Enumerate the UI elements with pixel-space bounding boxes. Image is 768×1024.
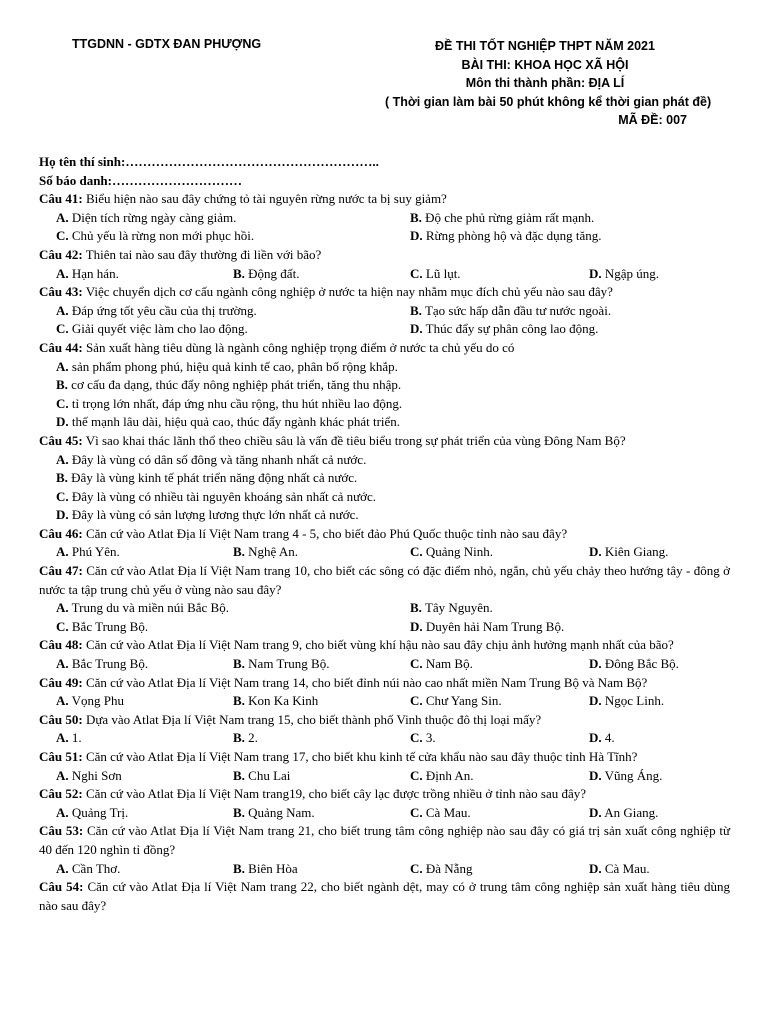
question-item — [39, 748, 730, 785]
school-name: TTGDNN - GDTX ĐAN PHƯỢNG — [72, 37, 262, 51]
option-letter: D. — [589, 656, 602, 672]
answer-option[interactable] — [233, 655, 329, 674]
question-item — [39, 562, 730, 636]
option-letter: D. — [410, 228, 423, 244]
exam-title: ĐỀ THI TỐT NGHIỆP THPT NĂM 2021 — [435, 39, 655, 53]
question-number: Câu 46: — [39, 525, 83, 541]
option-text: Bắc Trung Bộ. — [71, 618, 149, 634]
option-text: Định An. — [425, 767, 474, 783]
question-item — [39, 190, 730, 246]
option-letter: A. — [56, 451, 69, 467]
answer-option[interactable] — [410, 599, 493, 618]
option-letter: D. — [589, 804, 602, 820]
answer-option[interactable] — [233, 265, 299, 284]
option-letter: B. — [410, 600, 422, 616]
option-text: Nam Trung Bộ. — [248, 656, 330, 672]
option-text: Độ che phủ rừng giảm rất mạnh. — [425, 209, 595, 225]
option-text: Nghệ An. — [248, 544, 299, 560]
question-item — [39, 711, 730, 748]
option-text: Nam Bộ. — [425, 656, 473, 672]
exam-header — [385, 37, 712, 130]
option-letter: C. — [56, 321, 69, 337]
question-text: Dựa vào Atlat Địa lí Việt Nam trang 15, cho biết thành phố Vinh thuộc đô thị loại mấy? — [85, 711, 542, 727]
question-text: Căn cứ vào Atlat Địa lí Việt Nam trang19, cho biết cây lạc được trồng nhiều ở tỉnh nào sau đây? — [85, 786, 587, 802]
answer-option[interactable] — [56, 265, 119, 284]
question-item — [39, 822, 730, 878]
answer-option[interactable] — [410, 767, 474, 786]
answer-option[interactable] — [233, 767, 290, 786]
answer-option[interactable] — [56, 767, 122, 786]
options-row — [39, 618, 730, 637]
answer-option[interactable] — [56, 302, 257, 321]
option-letter: C. — [410, 730, 423, 746]
option-text: sản phẩm phong phú, hiệu quả kinh tế cao, phân bố rộng khắp. — [71, 358, 398, 374]
question-stem — [39, 636, 730, 655]
answer-option[interactable] — [233, 804, 315, 823]
answer-option[interactable] — [410, 729, 436, 748]
option-text: Chư Yang Sin. — [425, 693, 502, 709]
question-number: Câu 54: — [39, 879, 84, 895]
options-row — [39, 860, 730, 879]
option-letter: A. — [56, 804, 69, 820]
options-row — [39, 320, 730, 339]
question-text: Việc chuyển dịch cơ cấu ngành công nghiệp ở nước ta hiện nay nhằm mục đích chủ yếu nào sau đây? — [85, 284, 613, 300]
option-letter: B. — [233, 730, 245, 746]
option-letter: D. — [589, 767, 602, 783]
question-item — [39, 878, 730, 915]
question-stem — [39, 246, 730, 265]
option-text: Đáp ứng tốt yêu cầu của thị trường. — [71, 302, 257, 318]
option-text: Chủ yếu là rừng non mới phục hồi. — [71, 228, 255, 244]
student-id-dots: ………………………… — [111, 172, 242, 188]
question-list — [39, 190, 730, 915]
options-row — [39, 599, 730, 618]
answer-option[interactable] — [410, 227, 602, 246]
option-text: Đây là vùng có dân số đông và tăng nhanh nhất cả nước. — [71, 451, 367, 467]
question-text: Căn cứ vào Atlat Địa lí Việt Nam trang 22, cho biết ngành dệt, may có ở trung tâm công nghiệp sản xuất hàng tiêu dùng nào sau đây? — [39, 879, 730, 913]
options-row — [39, 543, 730, 562]
answer-option[interactable] — [56, 209, 236, 228]
question-stem — [39, 822, 730, 859]
question-stem — [39, 748, 730, 767]
option-letter: D. — [589, 265, 602, 281]
option-letter: A. — [56, 544, 69, 560]
answer-option[interactable] — [410, 543, 493, 562]
answer-option[interactable] — [56, 860, 120, 879]
option-letter: C. — [56, 488, 69, 504]
option-text: Ngọc Linh. — [604, 693, 665, 709]
option-letter: B. — [410, 209, 422, 225]
option-text: Thúc đẩy sự phân công lao động. — [425, 321, 599, 337]
option-text: Cà Mau. — [425, 804, 471, 820]
options-row — [39, 209, 730, 228]
option-letter: B. — [56, 470, 68, 486]
option-letter: B. — [233, 265, 245, 281]
question-text: Căn cứ vào Atlat Địa lí Việt Nam trang 4 - 5, cho biết đảo Phú Quốc thuộc tỉnh nào sau đây? — [85, 525, 568, 541]
answer-option[interactable] — [39, 488, 730, 507]
options-row — [39, 227, 730, 246]
answer-option[interactable] — [56, 320, 248, 339]
answer-option[interactable] — [410, 320, 598, 339]
answer-option[interactable] — [39, 451, 730, 470]
answer-option[interactable] — [410, 209, 594, 228]
option-text: Diện tích rừng ngày càng giảm. — [71, 209, 237, 225]
question-item — [39, 283, 730, 339]
exam-subject-group: BÀI THI: KHOA HỌC XÃ HỘI — [461, 57, 629, 72]
answer-option[interactable] — [589, 692, 664, 711]
answer-option[interactable] — [56, 599, 229, 618]
option-letter: A. — [56, 730, 69, 746]
option-text: Quảng Nam. — [248, 804, 315, 820]
question-number: Câu 52: — [39, 786, 83, 802]
student-name-line — [39, 153, 730, 172]
answer-option[interactable] — [589, 655, 679, 674]
options-row — [39, 767, 730, 786]
answer-option[interactable] — [39, 376, 730, 395]
question-stem — [39, 190, 730, 209]
answer-option[interactable] — [56, 543, 120, 562]
question-number: Câu 42: — [39, 246, 83, 262]
answer-option[interactable] — [56, 655, 148, 674]
exam-duration: ( Thời gian làm bài 50 phút không kể thời gian phát đề) — [385, 94, 712, 109]
option-text: Giải quyết việc làm cho lao động. — [71, 321, 248, 337]
option-letter: C. — [56, 228, 69, 244]
question-number: Câu 44: — [39, 339, 83, 355]
question-number: Câu 53: — [39, 823, 84, 839]
option-letter: A. — [56, 600, 69, 616]
option-letter: D. — [589, 693, 602, 709]
option-letter: C. — [410, 693, 423, 709]
option-letter: C. — [410, 804, 423, 820]
student-name-label: Họ tên thí sinh: — [39, 154, 126, 169]
question-number: Câu 43: — [39, 284, 83, 300]
question-item — [39, 674, 730, 711]
options-row — [39, 302, 730, 321]
option-letter: B. — [410, 302, 422, 318]
question-number: Câu 41: — [39, 191, 83, 207]
option-letter: C. — [410, 656, 423, 672]
option-text: Vọng Phu — [71, 693, 125, 709]
option-letter: C. — [410, 860, 423, 876]
option-text: Trung du và miền núi Bắc Bộ. — [71, 600, 229, 616]
option-text: cơ cấu đa dạng, thúc đẩy nông nghiệp phát triển, tăng thu nhập. — [71, 377, 402, 393]
option-text: thế mạnh lâu dài, hiệu quả cao, thúc đẩy ngành khác phát triển. — [71, 414, 401, 430]
option-letter: A. — [56, 767, 69, 783]
answer-option[interactable] — [589, 265, 659, 284]
option-letter: A. — [56, 265, 69, 281]
option-text: Ngập úng. — [604, 265, 660, 281]
question-number: Câu 47: — [39, 563, 83, 579]
option-letter: A. — [56, 209, 69, 225]
option-text: Cần Thơ. — [71, 860, 121, 876]
option-text: Tây Nguyên. — [424, 600, 493, 616]
option-text: Đây là vùng kinh tế phát triển năng động nhất cả nước. — [71, 470, 358, 486]
options-row — [39, 692, 730, 711]
question-number: Câu 51: — [39, 749, 83, 764]
question-number: Câu 45: — [39, 432, 83, 448]
answer-option[interactable] — [233, 729, 258, 748]
option-text: Kon Ka Kinh — [248, 693, 319, 709]
option-text: Quảng Trị. — [71, 804, 129, 820]
student-name-dots: ………………………………………………….. — [125, 154, 379, 169]
answer-option[interactable] — [589, 767, 662, 786]
option-letter: B. — [56, 377, 68, 393]
option-letter: D. — [589, 544, 602, 560]
option-text: 3. — [425, 730, 436, 746]
option-letter: C. — [410, 767, 423, 783]
option-letter: C. — [410, 265, 423, 281]
option-letter: C. — [410, 544, 423, 560]
question-text: Căn cứ vào Atlat Địa lí Việt Nam trang 10, cho biết các sông có đặc điểm nhỏ, ngắn, chủ yếu chảy theo hướng tây - đông ở nước ta tập trung chủ yếu ở vùng nào sau đây? — [39, 563, 730, 597]
question-text: Căn cứ vào Atlat Địa lí Việt Nam trang 17, cho biết khu kinh tế cửa khẩu nào sau đây thuộc tỉnh Hà Tĩnh? — [85, 749, 638, 764]
answer-option[interactable] — [56, 618, 148, 637]
option-letter: D. — [56, 414, 69, 430]
options-row — [39, 655, 730, 674]
answer-option[interactable] — [410, 618, 564, 637]
question-text: Vì sao khai thác lãnh thổ theo chiều sâu là vấn đề tiêu biểu trong sự phát triển của vùng Đông Nam Bộ? — [85, 432, 626, 448]
option-text: Rừng phòng hộ và đặc dụng tăng. — [425, 228, 602, 244]
question-stem — [39, 711, 730, 730]
option-text: Động đất. — [248, 265, 300, 281]
answer-option[interactable] — [589, 543, 668, 562]
option-text: Nghi Sơn — [71, 767, 122, 783]
question-text: Biểu hiện nào sau đây chứng tỏ tài nguyên rừng nước ta bị suy giảm? — [85, 191, 447, 207]
answer-option[interactable] — [233, 692, 318, 711]
option-text: Tạo sức hấp dẫn đầu tư nước ngoài. — [424, 302, 612, 318]
question-item — [39, 246, 730, 283]
option-letter: B. — [233, 804, 245, 820]
option-letter: D. — [410, 618, 423, 634]
option-letter: B. — [233, 656, 245, 672]
option-text: Duyên hải Nam Trung Bộ. — [425, 618, 565, 634]
option-letter: D. — [56, 507, 69, 523]
student-id-line — [39, 172, 730, 191]
answer-option[interactable] — [56, 692, 124, 711]
answer-option[interactable] — [233, 860, 298, 879]
options-row — [39, 729, 730, 748]
question-number: Câu 50: — [39, 711, 83, 727]
option-letter: D. — [410, 321, 423, 337]
question-item — [39, 339, 730, 432]
answer-option[interactable] — [410, 692, 502, 711]
answer-option[interactable] — [589, 804, 658, 823]
option-text: Quảng Ninh. — [425, 544, 494, 560]
options-row — [39, 804, 730, 823]
question-text: Căn cứ vào Atlat Địa lí Việt Nam trang 21, cho biết trung tâm công nghiệp nào sau đây có giá trị sản xuất công nghiệp từ 40 đến 120 nghìn tỉ đồng? — [39, 823, 731, 857]
answer-option[interactable] — [410, 655, 473, 674]
option-text: 1. — [71, 730, 82, 746]
student-id-label: Số báo danh: — [39, 172, 112, 188]
option-text: Chu Lai — [248, 767, 291, 783]
question-stem — [39, 432, 730, 451]
question-stem — [39, 283, 730, 302]
option-text: Hạn hán. — [71, 265, 119, 281]
option-text: Cà Mau. — [604, 860, 650, 876]
answer-option[interactable] — [410, 804, 471, 823]
option-text: An Giang. — [604, 804, 659, 820]
option-text: 2. — [248, 730, 258, 746]
answer-option[interactable] — [56, 804, 128, 823]
answer-option[interactable] — [410, 302, 611, 321]
question-stem — [39, 339, 730, 358]
option-letter: B. — [233, 767, 245, 783]
option-text: Đây là vùng có nhiều tài nguyên khoáng sản nhất cả nước. — [71, 488, 377, 504]
question-text: Thiên tai nào sau đây thường đi liền với bão? — [85, 246, 322, 262]
option-text: Lũ lụt. — [425, 265, 461, 281]
question-text: Căn cứ vào Atlat Địa lí Việt Nam trang 9, cho biết vùng khí hậu nào sau đây chịu ảnh hưởng mạnh nhất của bão? — [85, 637, 674, 653]
option-text: Đà Nẵng — [425, 860, 473, 876]
option-letter: D. — [589, 730, 602, 746]
question-stem — [39, 785, 730, 804]
option-letter: D. — [589, 860, 602, 876]
question-text: Căn cứ vào Atlat Địa lí Việt Nam trang 14, cho biết đỉnh núi nào cao nhất miền Nam Trung Bộ và Nam Bộ? — [85, 674, 648, 690]
option-text: tỉ trọng lớn nhất, đáp ứng nhu cầu rộng, thu hút nhiều lao động. — [71, 395, 403, 411]
answer-option[interactable] — [39, 506, 730, 525]
option-text: Bắc Trung Bộ. — [71, 656, 149, 672]
answer-option[interactable] — [410, 860, 472, 879]
question-number: Câu 48: — [39, 637, 83, 653]
question-stem — [39, 674, 730, 693]
exam-code: MÃ ĐỀ: 007 — [618, 113, 687, 127]
question-text: Sản xuất hàng tiêu dùng là ngành công nghiệp trọng điểm ở nước ta chủ yếu do có — [85, 339, 515, 355]
question-item — [39, 785, 730, 822]
option-letter: A. — [56, 358, 69, 374]
option-text: Đông Bắc Bộ. — [604, 656, 679, 672]
question-number: Câu 49: — [39, 674, 83, 690]
answer-option[interactable] — [233, 543, 298, 562]
option-letter: B. — [233, 544, 245, 560]
option-text: Vũng Áng. — [604, 767, 663, 783]
answer-option[interactable] — [39, 469, 730, 488]
answer-option[interactable] — [589, 729, 615, 748]
options-row — [39, 265, 730, 284]
exam-subject: Môn thi thành phần: ĐỊA LÍ — [465, 76, 625, 90]
answer-option[interactable] — [56, 729, 82, 748]
question-stem — [39, 878, 730, 915]
question-stem — [39, 562, 730, 599]
option-text: Đây là vùng có sản lượng lương thực lớn nhất cả nước. — [71, 507, 359, 523]
answer-option[interactable] — [39, 358, 730, 377]
question-stem — [39, 525, 730, 544]
option-letter: C. — [56, 618, 69, 634]
answer-option[interactable] — [39, 413, 730, 432]
option-letter: C. — [56, 395, 69, 411]
option-letter: A. — [56, 860, 69, 876]
option-letter: B. — [233, 860, 245, 876]
question-item — [39, 525, 730, 562]
answer-option[interactable] — [39, 395, 730, 414]
question-item — [39, 432, 730, 525]
option-text: Kiên Giang. — [604, 544, 669, 560]
answer-option[interactable] — [589, 860, 650, 879]
option-letter: A. — [56, 693, 69, 709]
question-item — [39, 636, 730, 673]
exam-body — [39, 153, 730, 915]
option-text: Biên Hòa — [248, 860, 298, 876]
option-text: 4. — [604, 730, 615, 746]
option-letter: A. — [56, 656, 69, 672]
option-text: Phú Yên. — [71, 544, 120, 560]
answer-option[interactable] — [410, 265, 461, 284]
option-letter: B. — [233, 693, 245, 709]
answer-option[interactable] — [56, 227, 254, 246]
option-letter: A. — [56, 302, 69, 318]
